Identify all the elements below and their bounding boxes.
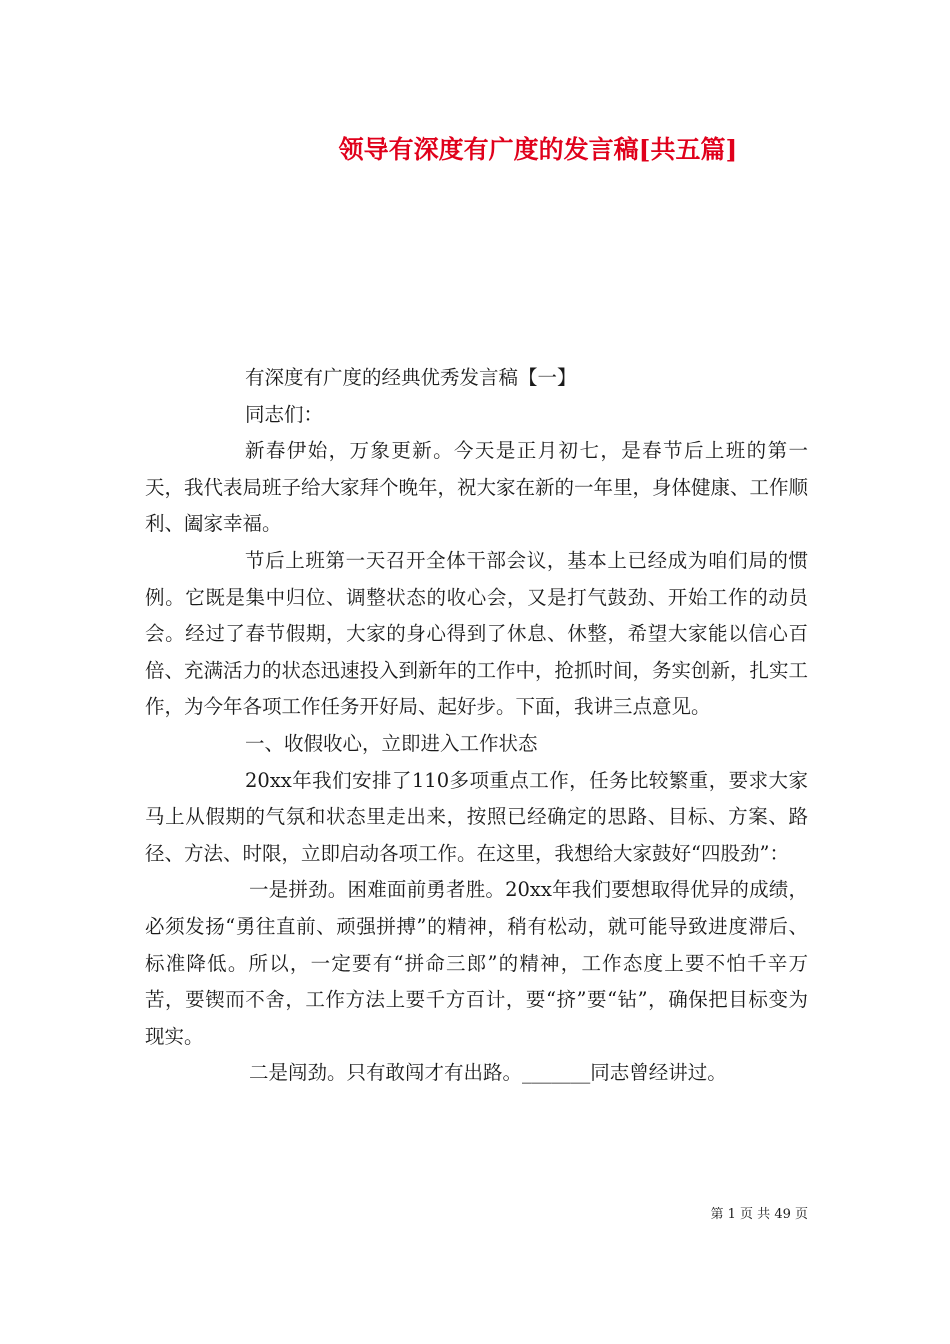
paragraph: 二是闯劲。只有敢闯才有出路。_______同志曾经讲过。 xyxy=(249,1061,727,1085)
page-number: 第 1 页 共 49 页 xyxy=(710,1207,808,1222)
paragraph: 新春伊始，万象更新。今天是正月初七，是春节后上班的第一天，我代表局班子给大家拜个晚年，祝大家在新的一年里，身体健康、工作顺利、阖家幸福。 xyxy=(145,439,809,536)
subheading: 一、收假收心，立即进入工作状态 xyxy=(245,731,538,755)
paragraph: 一是拼劲。困难面前勇者胜。20xx年我们要想取得优异的成绩，必须发扬“勇往直前、顽强拼搏”的精神，稍有松动，就可能导致进度滞后、标准降低。所以，一定要有“拼命三郎”的精神，工作态度上要不怕千辛万苦，要锲而不舍，工作方法上要千方百计，要“挤”要“钻”，确保把目标变为现实。 xyxy=(145,878,808,1048)
paragraph: 20xx年我们安排了110多项重点工作，任务比较繁重，要求大家马上从假期的气氛和状态里走出来，按照已经确定的思路、目标、方案、路径、方法、时限，立即启动各项工作。在这里，我想给大家鼓好“四股劲”： xyxy=(145,768,808,865)
paragraph: 节后上班第一天召开全体干部会议，基本上已经成为咱们局的惯例。它既是集中归位、调整状态的收心会，又是打气鼓劲、开始工作的动员会。经过了春节假期，大家的身心得到了休息、休整，希望大家能以信心百倍、充满活力的状态迅速投入到新年的工作中，抢抓时间，务实创新，扎实工作，为今年各项工作任务开好局、起好步。下面，我讲三点意见。 xyxy=(145,548,809,719)
document-title: 领导有深度有广度的发言稿[共五篇] xyxy=(338,135,738,164)
document-body xyxy=(145,360,808,1092)
section-heading: 有深度有广度的经典优秀发言稿【一】 xyxy=(245,366,577,389)
salutation: 同志们： xyxy=(245,402,324,426)
